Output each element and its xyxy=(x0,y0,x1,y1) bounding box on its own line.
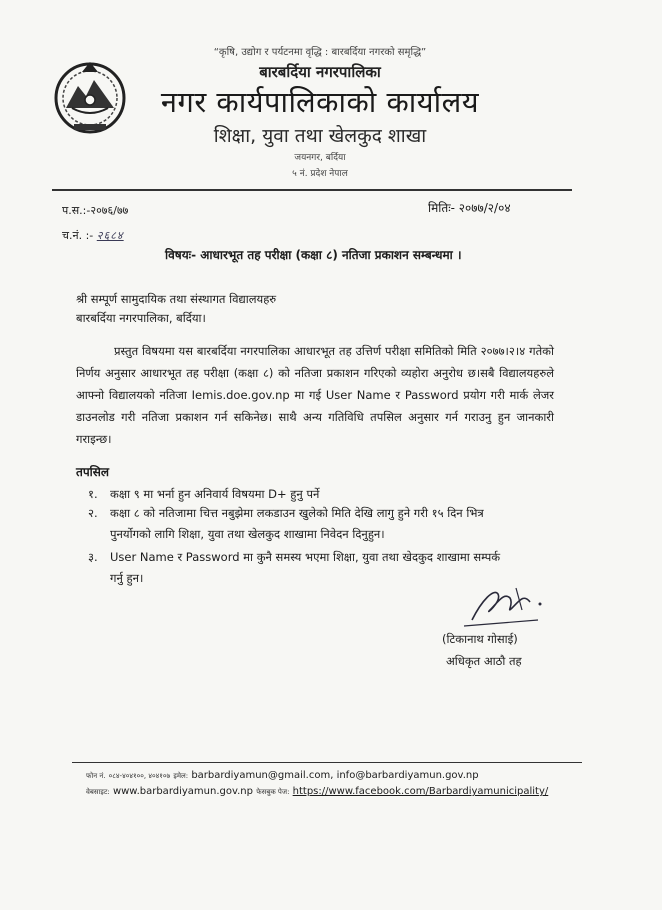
email-address[interactable]: barbardiyamun@gmail.com, info@barbardiyamun.gov.np xyxy=(191,770,479,781)
list-item-number: ३. xyxy=(88,550,98,564)
motto: “कृषि, उद्योग र पर्यटनमा वृद्धि : बारबर्दिया नगरको समृद्धि” xyxy=(213,47,427,58)
nepal-emblem-icon xyxy=(52,56,128,136)
list-item xyxy=(88,484,528,505)
municipality-name: बारबर्दिया नगरपालिका xyxy=(259,63,381,81)
address-line-2: ५ नं. प्रदेश नेपाल xyxy=(292,169,348,179)
signature-mark xyxy=(454,580,554,634)
list-item-continuation: गर्नु हुन। xyxy=(110,571,144,585)
dispatch-label: च.नं. :- xyxy=(62,229,94,242)
phone-label: फोन नं. xyxy=(86,772,106,780)
header-divider xyxy=(52,189,572,191)
list-item-text: कक्षा ८ को नतिजामा चित्त नबुझेमा लकडाउन खुलेको मिति देखि लागु हुने गरी १५ दिन भित्र xyxy=(110,506,484,520)
website-link[interactable]: www.barbardiyamun.gov.np xyxy=(112,786,253,797)
letter-date: मितिः- २०७७/२/०४ xyxy=(428,201,511,215)
list-item-text: User Name र Password मा कुनै समस्य भएमा शिक्षा, युवा तथा खेदकुद शाखामा सम्पर्क xyxy=(110,550,501,564)
branch-name: शिक्षा, युवा तथा खेलकुद शाखा xyxy=(213,125,427,147)
facebook-link[interactable]: https://www.facebook.com/Barbardiyamunicipality/ xyxy=(292,786,549,797)
body-paragraph: प्रस्तुत विषयमा यस बारबर्दिया नगरपालिका आधारभूत तह उत्तिर्ण परीक्षा समितिको मिति २०७७।२।४ गतेको निर्णय अनुसार आधारभूत तह परीक्षा (कक्षा ८) को नतिजा प्रकाशन गरिएको व्यहोरा अनुरोध छ।सबै विद्यालयहरुले आफ्नो विद्यालयको नतिजा Iemis.doe.gov.np मा गई User Name र Password प्रयोग गरी मार्क लेजर डाउनलोड गरी नतिजा प्रकाशन गर्न सकिनेछ। साथै अन्य गतिविधि तपसिल अनुसार गर्न गराउनु हुन जानकारी गराइन्छ। xyxy=(76,344,554,446)
facebook-label: फेसबुक पेज: xyxy=(256,788,290,796)
signatory-title: अधिकृत आठौ तह xyxy=(446,654,522,668)
phone-number: ०८४-४०४१००, ४०४१०७ xyxy=(108,772,171,780)
dispatch-number xyxy=(62,228,124,243)
email-label: इमेल: xyxy=(173,772,189,780)
address-line-1: जयनगर, बर्दिया xyxy=(294,153,346,163)
footer-web xyxy=(86,786,548,797)
list-item-text: कक्षा ९ मा भर्ना हुन अनिवार्य विषयमा D+ हुनु पर्ने xyxy=(110,487,320,501)
dispatch-value: २६८४ xyxy=(96,229,124,242)
footer-divider xyxy=(72,762,582,763)
office-title: नगर कार्यपालिकाको कार्यालय xyxy=(160,85,480,119)
recipient-line-1: श्री सम्पूर्ण सामुदायिक तथा संस्थागत विद्यालयहरु xyxy=(76,292,277,306)
list-item-number: १. xyxy=(88,487,98,501)
recipient-line-2: बारबर्दिया नगरपालिका, बर्दिया। xyxy=(76,311,206,325)
footer-contact xyxy=(86,770,479,781)
signatory-name: (टिकानाथ गोसाई) xyxy=(442,632,518,646)
subject-line: विषयः- आधारभूत तह परीक्षा (कक्षा ८) नतिजा प्रकाशन सम्बन्धमा । xyxy=(165,248,462,262)
reference-number: प.स.:-२०७६/७७ xyxy=(62,204,129,217)
website-label: वेबसाइट: xyxy=(86,788,110,796)
list-item xyxy=(88,503,558,545)
list-item-number: २. xyxy=(88,506,98,520)
list-heading: तपसिल xyxy=(76,465,110,479)
list-item-continuation: पुनर्योगको लागि शिक्षा, युवा तथा खेलकुद शाखामा निवेदन दिनुहुन। xyxy=(110,527,385,541)
